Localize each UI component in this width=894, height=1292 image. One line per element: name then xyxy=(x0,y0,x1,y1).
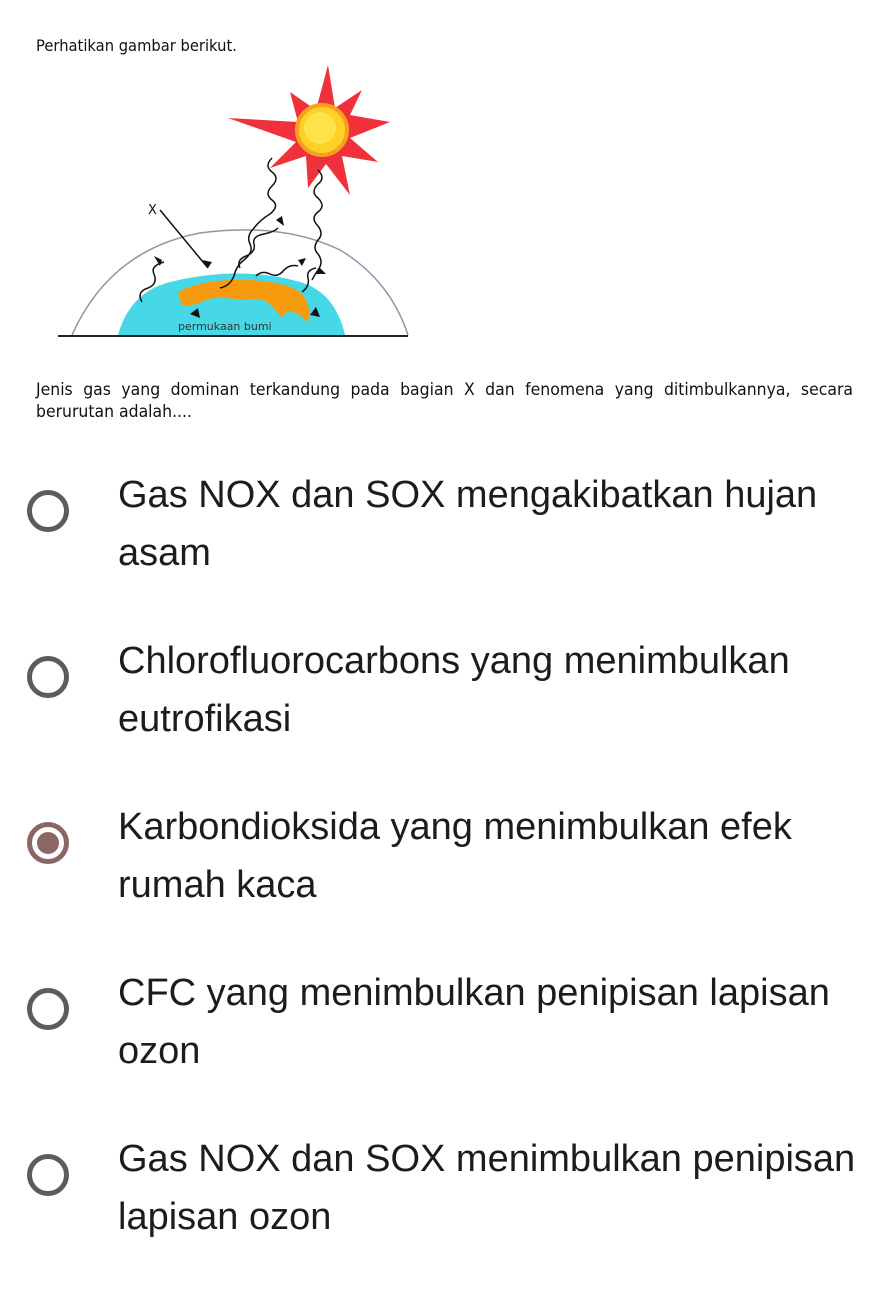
option-a-label: Gas NOX dan SOX mengakibatkan hujan asam xyxy=(118,474,818,574)
sun-icon xyxy=(228,65,390,195)
option-b-label: Chlorofluorocarbons yang menimbulkan eutrofikasi xyxy=(118,640,790,740)
option-a[interactable] xyxy=(0,462,894,628)
options-list xyxy=(0,462,894,1292)
radio-option-e[interactable] xyxy=(27,1154,69,1196)
option-e[interactable] xyxy=(0,1126,894,1292)
radio-option-d[interactable] xyxy=(27,988,69,1030)
question-intro: Perhatikan gambar berikut. xyxy=(36,36,237,55)
question-text: Jenis gas yang dominan terkandung pada bagian X dan fenomena yang ditimbulkannya, secara berurutan adalah.... xyxy=(36,380,853,421)
radio-selected-dot xyxy=(37,832,59,854)
radio-option-b[interactable] xyxy=(27,656,69,698)
x-label: X xyxy=(148,203,157,218)
option-c-label: Karbondioksida yang menimbulkan efek rumah kaca xyxy=(118,806,792,906)
option-c[interactable] xyxy=(0,794,894,960)
option-b[interactable] xyxy=(0,628,894,794)
radio-option-a[interactable] xyxy=(27,490,69,532)
radio-option-c-selected[interactable] xyxy=(27,822,69,864)
option-d-label: CFC yang menimbulkan penipisan lapisan ozon xyxy=(118,972,830,1072)
greenhouse-diagram xyxy=(50,60,420,350)
option-e-label: Gas NOX dan SOX menimbulkan penipisan lapisan ozon xyxy=(118,1138,856,1238)
option-d[interactable] xyxy=(0,960,894,1126)
surface-label: permukaan bumi xyxy=(178,320,272,333)
x-pointer-line xyxy=(160,210,208,268)
